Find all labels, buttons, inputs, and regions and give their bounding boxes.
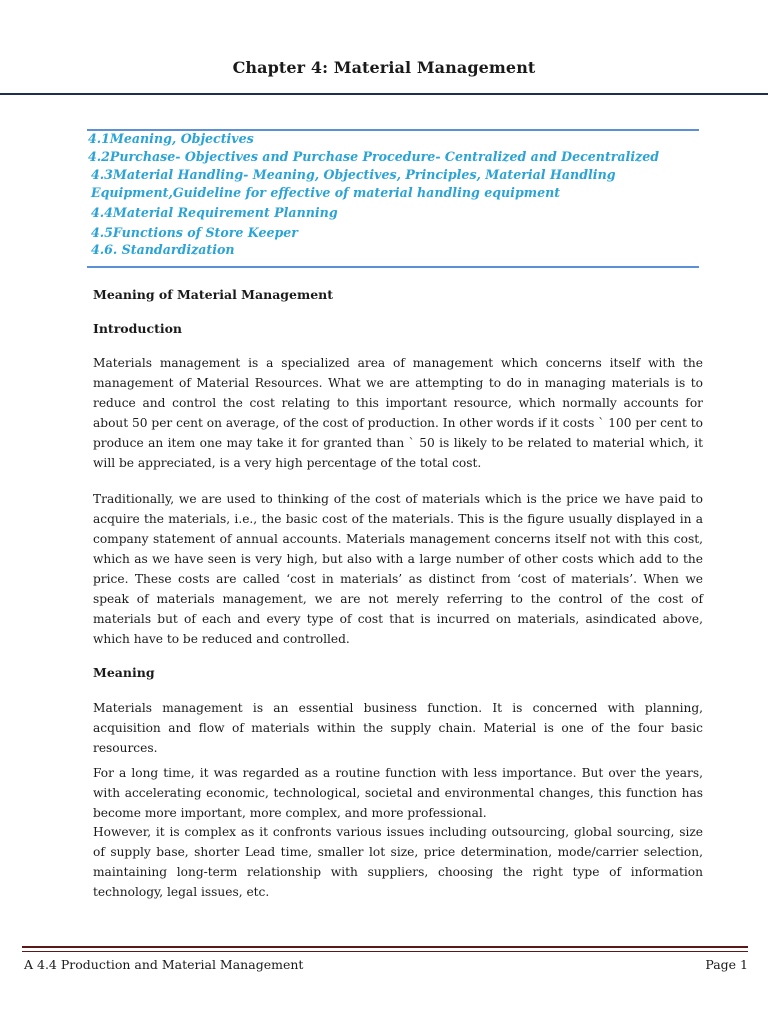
toc-item: 4.3Material Handling- Meaning, Objectives, Principles, Material Handling <box>91 167 616 182</box>
footer-divider <box>22 946 748 948</box>
chapter-title: Chapter 4: Material Management <box>232 58 536 77</box>
toc-item: Equipment,Guideline for effective of material handling equipment <box>91 185 561 200</box>
section-heading: Meaning <box>93 665 155 680</box>
paragraph: However, it is complex as it confronts various issues including outsourcing, global sourcing, size of supply base, shorter Lead time, smaller lot size, price determination, mode/carrier selection, maintaining long-term relationship with suppliers, choosing the right type of information technology, legal issues, etc. <box>93 825 703 899</box>
footer-divider <box>22 951 748 952</box>
footer-course-title: A 4.4 Production and Material Management <box>24 957 304 972</box>
section-heading: Meaning of Material Management <box>93 287 334 302</box>
toc-item: 4.4Material Requirement Planning <box>91 205 338 220</box>
toc-bottom-divider <box>87 266 699 268</box>
toc-item: 4.2Purchase- Objectives and Purchase Procedure- Centralized and Decentralized <box>88 149 660 164</box>
toc-item: 4.5Functions of Store Keeper <box>91 225 298 240</box>
page-number: Page 1 <box>705 957 748 972</box>
paragraph: Materials management is a specialized area of management which concerns itself with the management of Material Resources. What we are attempting to do in managing materials is to reduce and control the cost relating to this important resource, which normally accounts for about 50 per cent on average, of the cost of production. In other words if it costs ` 100 per cent to produce an item one may take it for granted than ` 50 is likely to be related to material which, it will be appreciated, is a very high percentage of the total cost. <box>93 356 703 470</box>
toc-item: 4.1Meaning, Objectives <box>88 131 254 146</box>
paragraph: For a long time, it was regarded as a routine function with less importance. But over the years, with accelerating economic, technological, societal and environmental changes, this function has become more important, more complex, and more professional. <box>93 766 703 820</box>
paragraph: Traditionally, we are used to thinking of the cost of materials which is the price we have paid to acquire the materials, i.e., the basic cost of the materials. This is the figure usually displayed in a company statement of annual accounts. Materials management concerns itself not with this cost, which as we have seen is very high, but also with a large number of other costs which add to the price. These costs are called ‘cost in materials’ as distinct from ‘cost of materials’. When we speak of materials management, we are not merely referring to the control of the cost of materials but of each and every type of cost that is incurred on materials, asindicated above, which have to be reduced and controlled. <box>93 492 703 646</box>
toc-item: 4.6. Standardization <box>91 242 235 257</box>
section-heading: Introduction <box>93 321 183 336</box>
header-divider <box>0 93 768 95</box>
paragraph: Materials management is an essential business function. It is concerned with planning, acquisition and flow of materials within the supply chain. Material is one of the four basic resources. <box>93 701 703 755</box>
